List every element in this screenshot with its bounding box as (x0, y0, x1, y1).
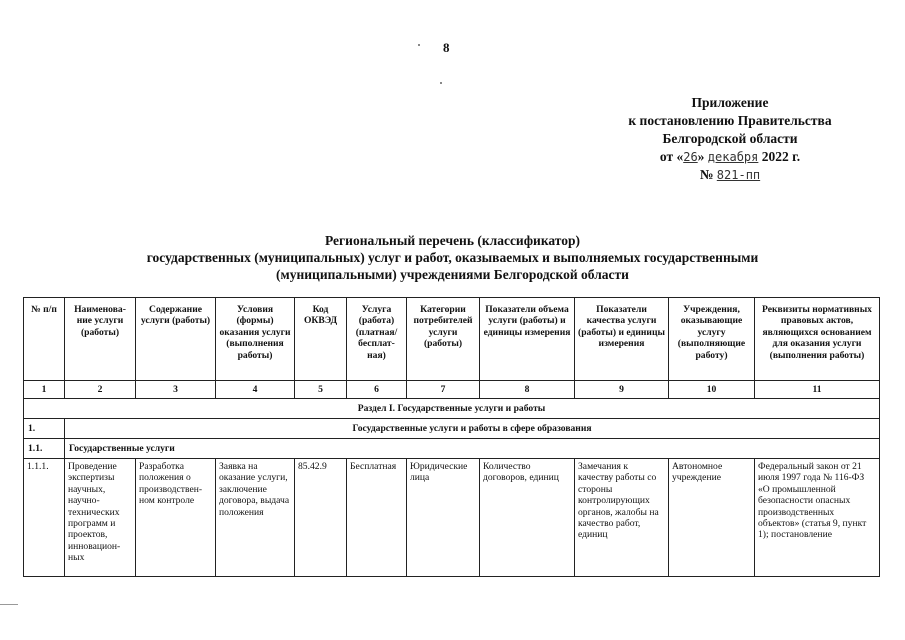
column-number: 2 (65, 381, 136, 399)
number-value: 821-пп (716, 168, 761, 182)
column-number: 4 (216, 381, 295, 399)
header-cell: Реквизиты нормативных правовых актов, являющихся основанием для оказания услуги (выполнения работы) (755, 298, 880, 381)
scan-edge-rule (0, 604, 18, 605)
cell-institution: Автономное учреждение (669, 459, 755, 577)
column-number: 11 (755, 381, 880, 399)
group-title: Государственные услуги и работы в сфере образования (65, 419, 880, 439)
column-number: 10 (669, 381, 755, 399)
annex-title: Приложение (691, 95, 769, 110)
annex-number (600, 166, 860, 184)
header-cell: Показатели качества услуги (работы) и единицы измерения (575, 298, 669, 381)
cell-consumers: Юридические лица (407, 459, 480, 577)
column-number: 8 (480, 381, 575, 399)
column-number-row (24, 381, 880, 399)
cell-conditions: Заявка на оказание услуги, заключение договора, выдача положения (216, 459, 295, 577)
cell-paid-free: Бесплатная (347, 459, 407, 577)
subgroup-title: Государственные услуги (65, 439, 880, 459)
cell-volume-indicators: Количество договоров, единиц (480, 459, 575, 577)
annex-line-resolution: к постановлению Правительства (628, 113, 832, 128)
document-title (0, 232, 905, 283)
header-cell: Код ОКВЭД (295, 298, 347, 381)
scan-speck (418, 44, 420, 46)
column-number: 7 (407, 381, 480, 399)
subgroup-number: 1.1. (24, 439, 65, 459)
header-cell: Категории потребителей услуги (работы) (407, 298, 480, 381)
date-month: декабря (707, 150, 759, 164)
scan-speck (440, 82, 442, 84)
cell-service-name: Проведение экспертизы научных, научно-технических программ и проектов, инновацион-ных (65, 459, 136, 577)
header-cell: Условия (формы) оказания услуги (выполнения работы) (216, 298, 295, 381)
section-row (24, 399, 880, 419)
title-line-1: Региональный перечень (классификатор) (324, 233, 581, 248)
column-number: 9 (575, 381, 669, 399)
header-cell: Показатели объема услуги (работы) и единицы измерения (480, 298, 575, 381)
subgroup-row (24, 439, 880, 459)
cell-number: 1.1.1. (24, 459, 65, 577)
date-day: 26 (683, 150, 698, 164)
services-table (23, 297, 880, 577)
header-cell: Наименова-ние услуги (работы) (65, 298, 136, 381)
annex-line-region: Белгородской области (662, 131, 798, 146)
page-number: 8 (443, 40, 450, 55)
section-title: Раздел I. Государственные услуги и работы (24, 399, 880, 419)
number-prefix: № (699, 167, 714, 182)
group-row (24, 419, 880, 439)
column-number: 5 (295, 381, 347, 399)
cell-okved: 85.42.9 (295, 459, 347, 577)
title-line-2: государственных (муниципальных) услуг и работ, оказываемых и выполняемых государственными (146, 250, 759, 265)
date-year: 2022 г. (761, 149, 801, 164)
table-header-row (24, 298, 880, 381)
cell-content: Разработка положения о производствен-ном контроле (136, 459, 216, 577)
annex-date (600, 148, 860, 166)
header-cell: Услуга (работа) (платная/ бесплат-ная) (347, 298, 407, 381)
table-row (24, 459, 880, 577)
column-number: 1 (24, 381, 65, 399)
annex-block (600, 94, 860, 184)
date-mid: » (697, 149, 705, 164)
title-line-3: (муниципальными) учреждениями Белгородской области (276, 267, 629, 282)
header-cell: Содержание услуги (работы) (136, 298, 216, 381)
column-number: 3 (136, 381, 216, 399)
group-number: 1. (24, 419, 65, 439)
date-prefix: от « (659, 149, 684, 164)
header-cell: № п/п (24, 298, 65, 381)
cell-quality-indicators: Замечания к качеству работы со стороны контролирующих органов, жалобы на качество работ, единиц (575, 459, 669, 577)
column-number: 6 (347, 381, 407, 399)
header-cell: Учреждения, оказывающие услугу (выполняющие работу) (669, 298, 755, 381)
cell-legal-acts: Федеральный закон от 21 июля 1997 года № 116-ФЗ «О промышленной безопасности опасных производственных объектов» (статья 9, пункт 1); постановление (755, 459, 880, 577)
